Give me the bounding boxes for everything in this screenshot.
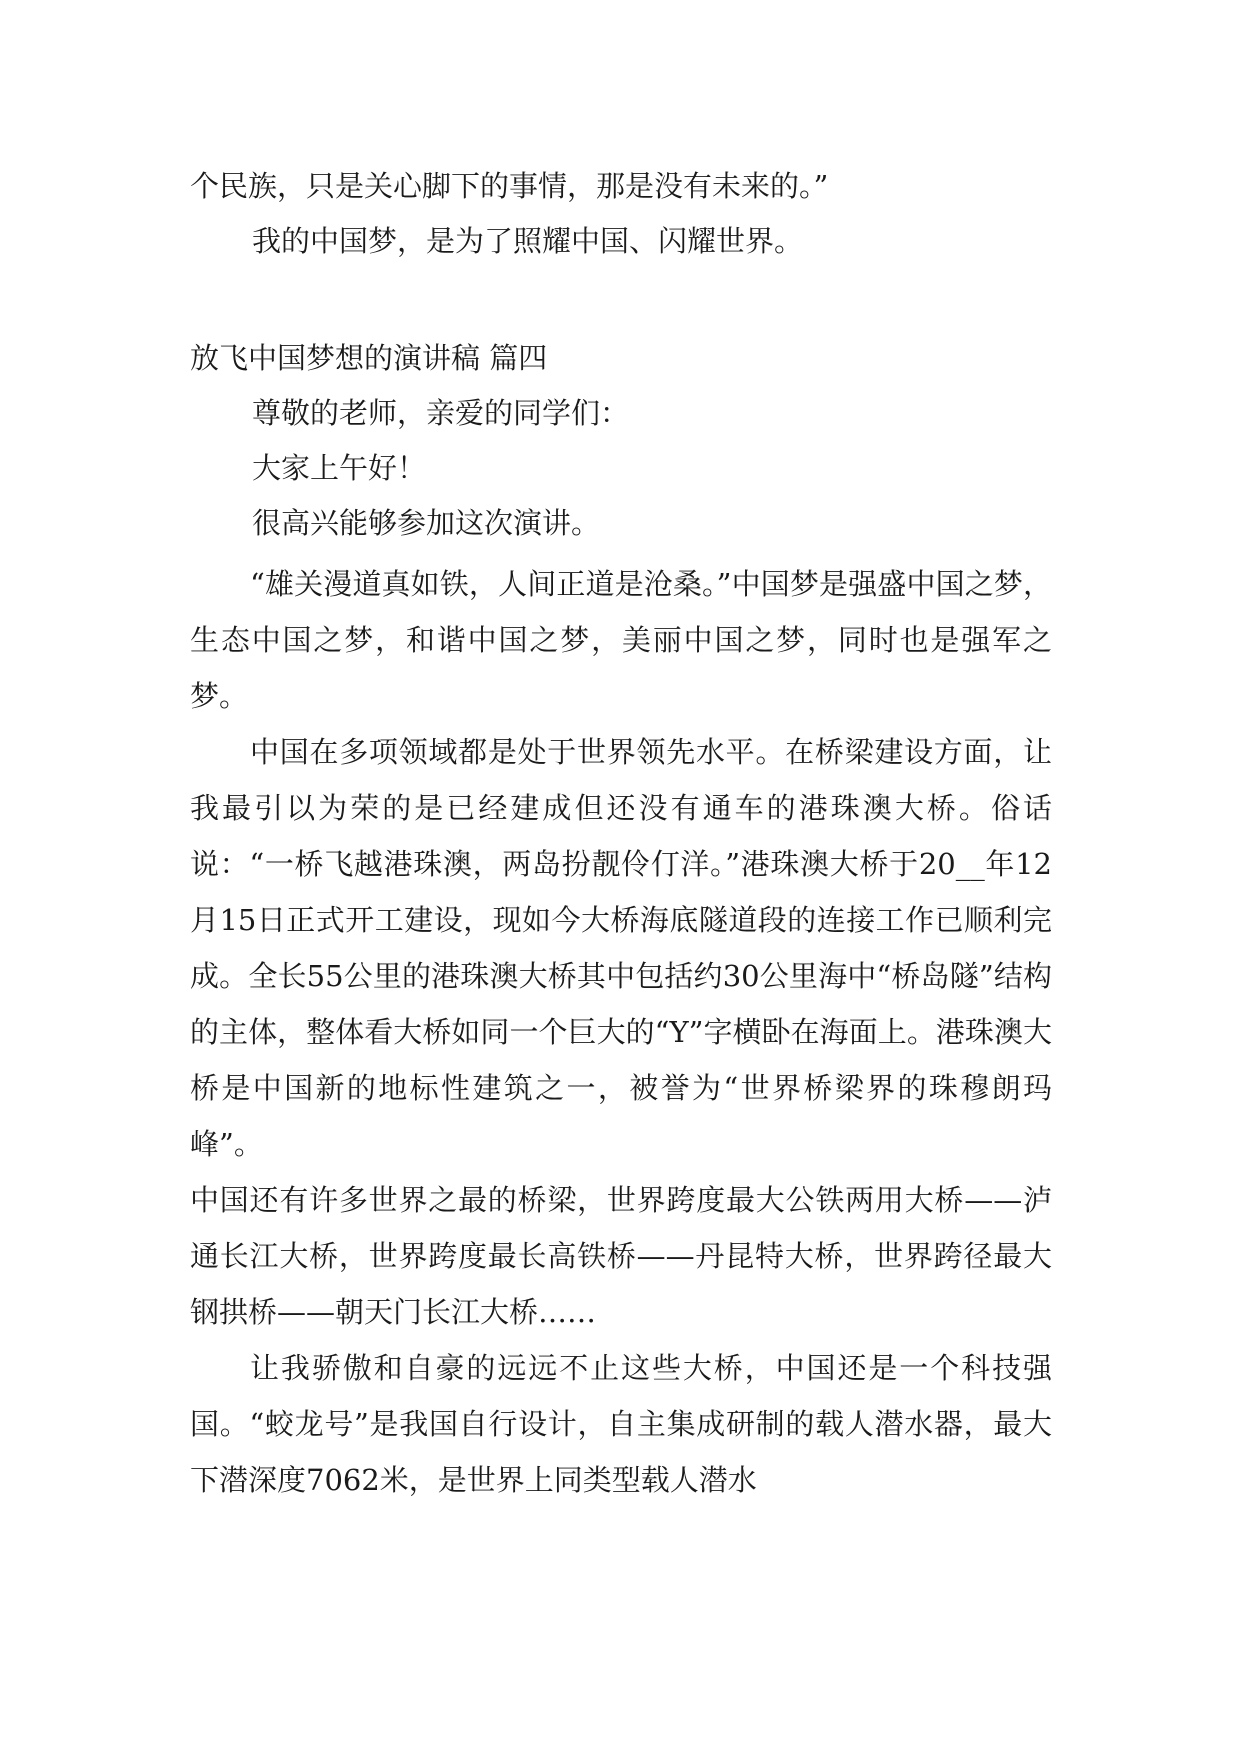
closing-sentence: 我的中国梦，是为了照耀中国、闪耀世界。 — [252, 224, 804, 258]
intro-line: 很高兴能够参加这次演讲。 — [252, 506, 601, 540]
body-paragraph-3: 中国还有许多世界之最的桥梁，世界跨度最大公铁两用大桥——泸通长江大桥，世界跨度最长高铁桥——丹昆特大桥，世界跨径最大钢拱桥——朝天门长江大桥…… — [190, 1183, 1052, 1329]
speech-body — [190, 556, 1052, 1508]
greeting-line: 尊敬的老师，亲爱的同学们： — [252, 396, 630, 430]
section-title: 放飞中国梦想的演讲稿 篇四 — [190, 341, 548, 375]
hello-line: 大家上午好！ — [252, 451, 427, 485]
body-paragraph-2: 中国在多项领域都是处于世界领先水平。在桥梁建设方面，让我最引以为荣的是已经建成但还没有通车的港珠澳大桥。俗话说：“一桥飞越港珠澳，两岛扮靓伶仃洋。”港珠澳大桥于20__年12月15日正式开工建设，现如今大桥海底隧道段的连接工作已顺利完成。全长55公里的港珠澳大桥其中包括约30公里海中“桥岛隧”结构的主体，整体看大桥如同一个巨大的“Y”字横卧在海面上。港珠澳大桥是中国新的地标性建筑之一，被誉为“世界桥梁界的珠穆朗玛峰”。 — [190, 735, 1052, 1161]
body-paragraph-1: “雄关漫道真如铁，人间正道是沧桑。”中国梦是强盛中国之梦，生态中国之梦，和谐中国之梦，美丽中国之梦，同时也是强军之梦。 — [190, 567, 1052, 713]
body-paragraph-4: 让我骄傲和自豪的远远不止这些大桥，中国还是一个科技强国。“蛟龙号”是我国自行设计，自主集成研制的载人潜水器，最大下潜深度7062米，是世界上同类型载人潜水 — [190, 1351, 1052, 1497]
continued-line: 个民族，只是关心脚下的事情，那是没有未来的。” — [190, 169, 829, 203]
